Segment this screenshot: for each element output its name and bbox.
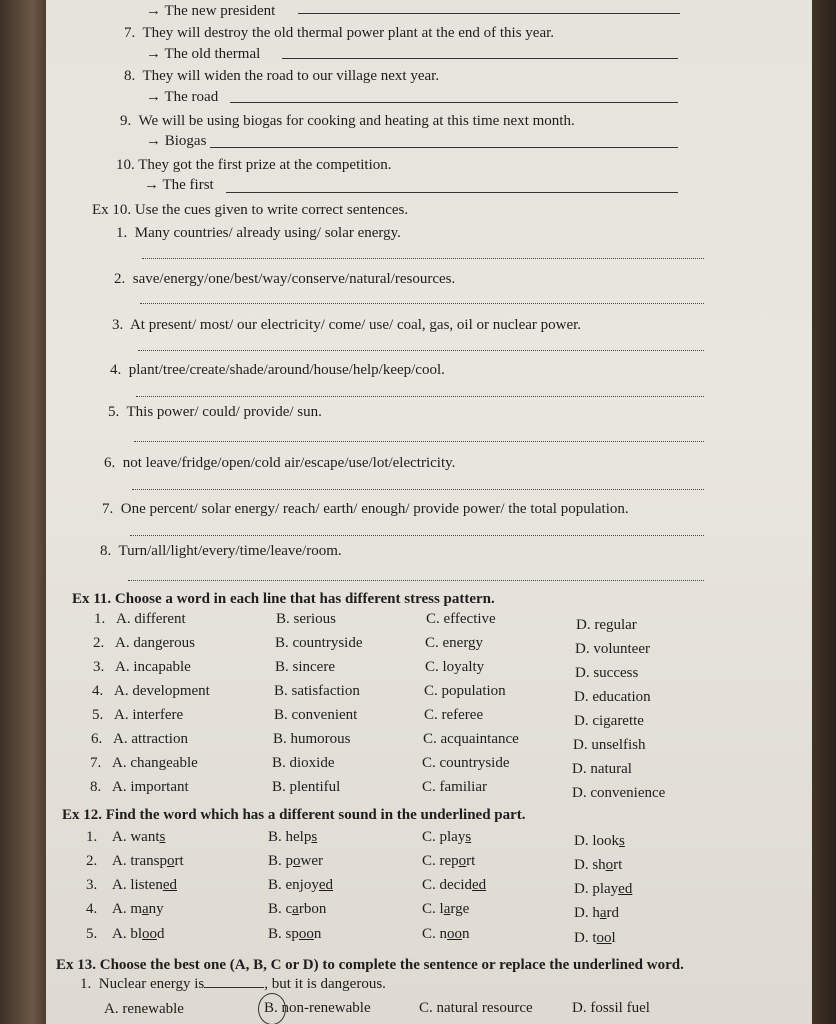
underlined-sound: a <box>292 901 299 917</box>
ex11-row-number: 4. <box>92 683 104 699</box>
word-part: C. l <box>422 901 444 917</box>
ex13-option-b[interactable]: B. non-renewable <box>264 1000 371 1016</box>
ex10-title: Ex 10. Use the cues given to write correct sentences. <box>92 202 409 218</box>
word-part: B. c <box>268 901 293 917</box>
answer-blank[interactable] <box>298 13 680 14</box>
ex11-option-c[interactable]: C. energy <box>425 635 484 651</box>
word-part: wer <box>300 853 324 869</box>
underlined-sound: o <box>167 853 175 869</box>
word-part: D. sh <box>574 857 606 873</box>
ex10-item-3: 3. At present/ most/ our electricity/ come/ use/ coal, gas, oil or nuclear power. <box>112 317 582 333</box>
answer-dotted-line[interactable] <box>130 535 704 536</box>
underlined-sound: oo <box>447 926 463 942</box>
ex13-option-a[interactable]: A. renewable <box>104 1001 184 1017</box>
ex11-option-b[interactable]: B. convenient <box>274 707 358 723</box>
underlined-sound: o <box>458 853 467 869</box>
word-part: B. p <box>268 853 294 869</box>
ex11-option-d[interactable]: D. convenience <box>572 785 666 801</box>
ex11-option-d[interactable]: D. regular <box>576 617 637 633</box>
ex11-row-number: 3. <box>93 659 105 675</box>
ex11-row-number: 8. <box>90 779 102 795</box>
word-part: rt <box>466 853 476 869</box>
underlined-sound: oo <box>596 930 612 946</box>
ex12-option-c[interactable] <box>422 900 469 918</box>
ex11-option-a[interactable]: A. attraction <box>113 731 188 747</box>
ex12-option-c[interactable] <box>422 828 471 846</box>
ex10-item-5: 5. This power/ could/ provide/ sun. <box>108 404 322 420</box>
ex11-option-b[interactable]: B. serious <box>276 611 336 627</box>
ex11-option-d[interactable]: D. cigarette <box>574 713 644 729</box>
ex11-option-a[interactable]: A. important <box>112 779 189 795</box>
word-part: l <box>611 930 616 946</box>
word-part: A. m <box>112 901 142 917</box>
underlined-sound: ed <box>162 877 178 893</box>
ex11-option-c[interactable]: C. loyalty <box>425 659 485 675</box>
ex11-option-b[interactable]: B. dioxide <box>272 755 335 771</box>
word-part: rd <box>606 905 620 921</box>
word-part: B. enjoy <box>268 877 319 893</box>
ex11-row-number: 6. <box>91 731 103 747</box>
answer-blank[interactable] <box>230 102 678 103</box>
underlined-sound: ed <box>318 877 334 893</box>
answer-circle-mark <box>258 993 286 1024</box>
desk-surface-left <box>0 0 46 1024</box>
underlined-sound: oo <box>142 926 157 942</box>
ex12-option-c[interactable] <box>422 876 486 894</box>
ex12-option-b[interactable] <box>268 876 333 894</box>
word-part: n <box>462 926 470 942</box>
ex10-item-7: 7. One percent/ solar energy/ reach/ earth/ enough/ provide power/ the total population. <box>102 501 629 517</box>
answer-blank[interactable] <box>210 147 678 148</box>
ex12-option-c[interactable] <box>422 925 470 943</box>
ex12-option-a[interactable] <box>112 852 184 870</box>
word-part: rbon <box>298 901 327 917</box>
ex12-option-d[interactable] <box>574 832 625 850</box>
word-part: B. sp <box>268 926 299 942</box>
ex11-option-a[interactable]: A. incapable <box>115 659 191 675</box>
word-part: C. n <box>422 926 448 942</box>
word-part: rt <box>174 853 184 869</box>
ex11-row-number: 2. <box>93 635 105 651</box>
ex13-option-d[interactable]: D. fossil fuel <box>572 1000 650 1016</box>
ex11-option-a[interactable]: A. development <box>114 683 210 699</box>
answer-blank[interactable] <box>204 987 264 988</box>
ex10-item-4: 4. plant/tree/create/shade/around/house/help/keep/cool. <box>110 362 445 378</box>
ex12-option-d[interactable] <box>574 856 622 874</box>
word-part: C. decid <box>422 877 472 893</box>
ex11-option-b[interactable]: B. humorous <box>273 731 351 747</box>
ex10-item-8: 8. Turn/all/light/every/time/leave/room. <box>100 543 342 559</box>
ex11-option-a[interactable]: A. different <box>116 611 186 627</box>
underlined-sound: o <box>293 853 301 869</box>
ex11-option-a[interactable]: A. changeable <box>112 755 198 771</box>
ex12-option-a[interactable] <box>112 876 177 894</box>
ex10-item-6: 6. not leave/fridge/open/cold air/escape/use/lot/electricity. <box>104 455 456 471</box>
ex11-option-c[interactable]: C. referee <box>424 707 484 723</box>
ex11-option-b[interactable]: B. countryside <box>275 635 363 651</box>
answer-dotted-line[interactable] <box>134 441 704 442</box>
ex11-option-d[interactable]: D. volunteer <box>575 641 650 657</box>
ex12-option-b[interactable] <box>268 852 323 870</box>
ex11-option-c[interactable]: C. acquaintance <box>423 731 519 747</box>
word-part: C. play <box>422 829 466 845</box>
ex12-option-b[interactable] <box>268 828 317 846</box>
word-part: A. want <box>112 829 160 845</box>
ex12-option-b[interactable] <box>268 900 326 918</box>
answer-dotted-line[interactable] <box>142 258 704 259</box>
answer-line-road: → The road <box>146 89 219 105</box>
ex12-row-number: 4. <box>86 901 98 917</box>
ex13-question-1: 1. Nuclear energy is , but it is dangerous. <box>80 976 386 992</box>
ex11-option-a[interactable]: A. interfere <box>114 707 184 723</box>
question-10: 10. They got the first prize at the competition. <box>116 157 392 173</box>
ex10-item-2: 2. save/energy/one/best/way/conserve/natural/resources. <box>114 271 456 287</box>
underlined-sound: s <box>619 833 625 849</box>
question-7: 7. They will destroy the old thermal power plant at the end of this year. <box>124 25 555 41</box>
underlined-sound: s <box>311 829 318 845</box>
ex11-row-number: 1. <box>94 611 106 627</box>
underlined-sound: s <box>159 829 166 845</box>
answer-line-first: → The first <box>144 177 214 193</box>
ex10-item-1: 1. Many countries/ already using/ solar energy. <box>116 225 401 241</box>
ex11-option-d[interactable]: D. success <box>575 665 639 681</box>
ex12-option-c[interactable] <box>422 852 475 870</box>
ex12-option-a[interactable] <box>112 828 165 846</box>
underlined-sound: oo <box>298 926 314 942</box>
underlined-sound: ed <box>472 877 487 893</box>
answer-line-president: → The new president <box>146 3 276 19</box>
ex12-option-b[interactable] <box>268 925 321 943</box>
ex11-option-b[interactable]: B. satisfaction <box>274 683 360 699</box>
word-part: D. play <box>574 881 619 897</box>
ex11-option-d[interactable]: D. natural <box>572 761 632 777</box>
answer-dotted-line[interactable] <box>132 489 704 490</box>
answer-dotted-line[interactable] <box>128 580 704 581</box>
answer-line-biogas: → Biogas <box>146 133 207 149</box>
underlined-sound: s <box>465 829 472 845</box>
ex12-title: Ex 12. Find the word which has a different sound in the underlined part. <box>62 807 526 823</box>
word-part: d <box>157 926 165 942</box>
ex12-row-number: 3. <box>86 877 98 893</box>
word-part: rt <box>613 857 623 873</box>
answer-dotted-line[interactable] <box>136 396 704 397</box>
word-part: n <box>313 926 322 942</box>
ex11-option-d[interactable]: D. education <box>574 689 651 705</box>
ex12-option-d[interactable] <box>574 929 616 947</box>
ex11-option-c[interactable]: C. effective <box>426 611 496 627</box>
worksheet-page <box>46 0 812 1024</box>
ex11-row-number: 5. <box>92 707 104 723</box>
underlined-sound: a <box>599 905 607 921</box>
ex11-option-c[interactable]: C. countryside <box>422 755 510 771</box>
ex13-title: Ex 13. Choose the best one (A, B, C or D) to complete the sentence or replace the underlined word. <box>56 957 684 973</box>
word-part: D. look <box>574 833 619 849</box>
ex12-row-number: 1. <box>86 829 98 845</box>
ex11-option-d[interactable]: D. unselfish <box>573 737 646 753</box>
question-9: 9. We will be using biogas for cooking and heating at this time next month. <box>120 113 575 129</box>
ex12-row-number: 2. <box>86 853 98 869</box>
ex11-option-c[interactable]: C. population <box>424 683 506 699</box>
word-part: A. listen <box>112 877 163 893</box>
word-part: A. transp <box>112 853 167 869</box>
ex11-option-c[interactable]: C. familiar <box>422 779 487 795</box>
ex11-option-a[interactable]: A. dangerous <box>115 635 195 651</box>
underlined-sound: ed <box>618 881 633 897</box>
ex11-row-number: 7. <box>90 755 102 771</box>
word-part: A. bl <box>112 926 142 942</box>
ex11-option-b[interactable]: B. sincere <box>275 659 335 675</box>
word-part: B. help <box>268 829 312 845</box>
word-part: C. rep <box>422 853 459 869</box>
question-8: 8. They will widen the road to our village next year. <box>124 68 440 84</box>
word-part: ny <box>148 901 164 917</box>
ex13-option-c[interactable]: C. natural resource <box>419 1000 533 1016</box>
answer-dotted-line[interactable] <box>138 350 704 351</box>
answer-line-thermal: → The old thermal <box>146 46 261 62</box>
word-part: D. h <box>574 905 600 921</box>
ex11-title: Ex 11. Choose a word in each line that has different stress pattern. <box>72 591 495 607</box>
word-part: rge <box>450 901 470 917</box>
word-part: D. t <box>574 930 597 946</box>
answer-blank[interactable] <box>226 192 678 193</box>
answer-dotted-line[interactable] <box>140 303 704 304</box>
ex11-option-b[interactable]: B. plentiful <box>272 779 341 795</box>
underlined-sound: a <box>142 901 149 917</box>
desk-surface-right <box>812 0 836 1024</box>
ex12-option-a[interactable] <box>112 925 165 943</box>
ex12-option-a[interactable] <box>112 900 164 918</box>
underlined-sound: o <box>605 857 614 873</box>
ex12-option-d[interactable] <box>574 904 619 922</box>
ex12-option-d[interactable] <box>574 880 632 898</box>
ex12-row-number: 5. <box>86 926 98 942</box>
underlined-sound: a <box>443 901 451 917</box>
answer-blank[interactable] <box>282 58 678 59</box>
